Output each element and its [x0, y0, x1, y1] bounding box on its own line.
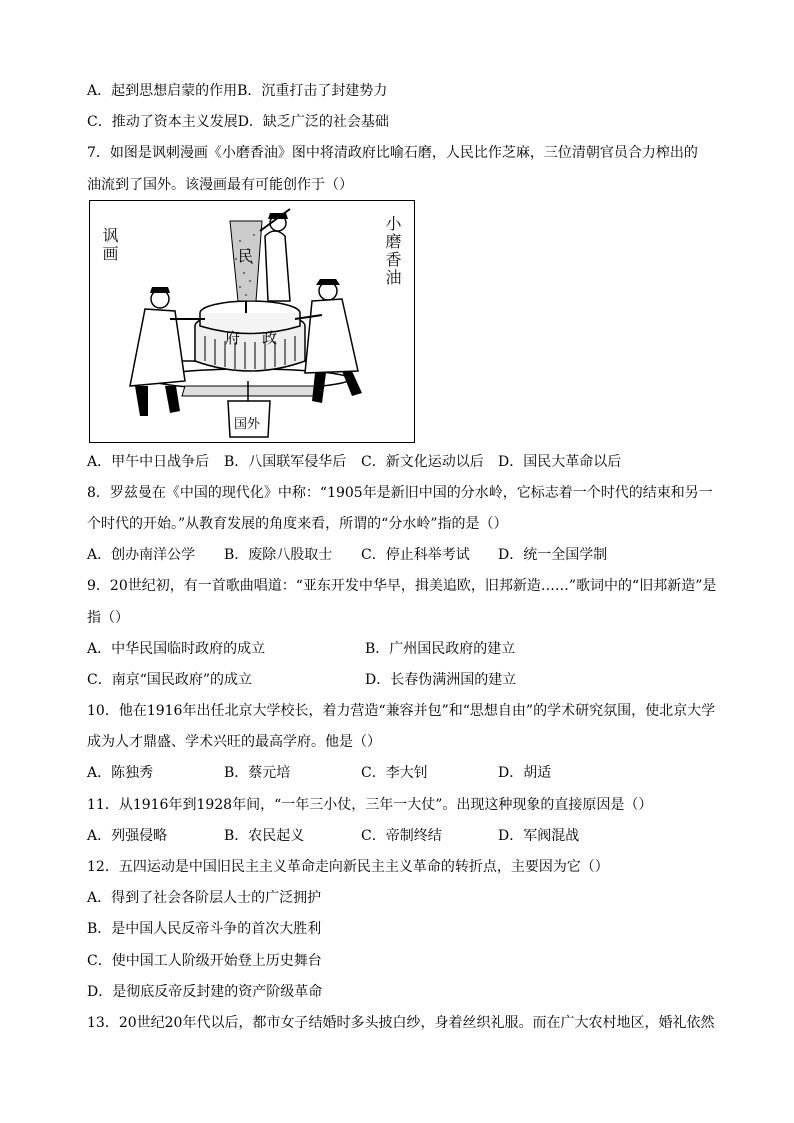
q10-option-d[interactable]: D．胡适 — [498, 765, 552, 782]
q9-options-row-1 — [87, 638, 712, 669]
q9-options-row-2 — [87, 669, 712, 700]
q11-options — [87, 825, 712, 856]
q8-option-b[interactable]: B．废除八股取士 — [224, 547, 333, 564]
cartoon-drawing — [90, 201, 413, 441]
q9-option-b[interactable]: B．广州国民政府的建立 — [365, 640, 516, 657]
q12-option-a[interactable]: A．得到了社会各阶层人士的广泛拥护 — [87, 890, 322, 907]
q8-option-a[interactable]: A．创办南洋公学 — [87, 547, 196, 564]
q7-option-c[interactable]: C．新文化运动以后 — [361, 453, 484, 470]
q10-stem-line-2: 成为人才鼎盛、学术兴旺的最高学府。他是（） — [87, 734, 381, 751]
cartoon-title-left: 讽画 — [100, 226, 119, 263]
q10-options — [87, 762, 712, 793]
cartoon-label-foreign: 国外 — [234, 416, 261, 432]
q9-stem-line-2: 指（） — [87, 609, 129, 626]
q12-option-c[interactable]: C．使中国工人阶级开始登上历史舞台 — [87, 952, 322, 969]
q13-stem-line-1: 13．20世纪20年代以后，都市女子结婚时多头披白纱，身着丝织礼服。而在广大农村地区，婚礼依然 — [87, 1014, 715, 1031]
q12-stem-line-1: 12．五四运动是中国旧民主主义革命走向新民主主义革命的转折点，主要因为它（） — [87, 859, 609, 875]
q9-option-d[interactable]: D．长春伪满洲国的建立 — [365, 671, 517, 688]
cartoon-title-right: 小磨香油 — [383, 214, 402, 287]
q9-option-c[interactable]: C．南京“国民政府”的成立 — [87, 671, 253, 688]
q12-option-d[interactable]: D．是彻底反帝反封建的资产阶级革命 — [87, 983, 323, 1000]
q10-option-b[interactable]: B．蔡元培 — [224, 765, 291, 782]
q8-option-c[interactable]: C．停止科举考试 — [361, 547, 470, 564]
q8-stem-line-1: 8．罗兹曼在《中国的现代化》中称：“1905年是新旧中国的分水岭，它标志着一个时代的结束和另一 — [87, 484, 713, 501]
cartoon-figure — [89, 200, 415, 443]
q12-option-b[interactable]: B．是中国人民反帝斗争的首次大胜利 — [87, 921, 322, 938]
q11-option-a[interactable]: A．列强侵略 — [87, 827, 168, 844]
q6-options-line-1: A．起到思想启蒙的作用B．沉重打击了封建势力 — [87, 83, 388, 99]
q7-stem-line-1: 7．如图是讽刺漫画《小磨香油》图中将清政府比喻石磨，人民比作芝麻，三位清朝官员合力榨出的 — [87, 145, 698, 162]
q6-options-line-2: C．推动了资本主义发展D．缺乏广泛的社会基础 — [87, 114, 389, 131]
q11-option-c[interactable]: C．帝制终结 — [361, 827, 442, 844]
cartoon-label-people: 民 — [238, 246, 254, 265]
q7-option-d[interactable]: D．国民大革命以后 — [498, 453, 622, 470]
exam-page — [87, 80, 717, 1043]
cartoon-label-govt-1: 府 — [225, 328, 241, 347]
q10-option-a[interactable]: A．陈独秀 — [87, 765, 154, 782]
q8-stem-line-2: 个时代的开始。”从教育发展的角度来看，所谓的“分水岭”指的是（） — [87, 515, 508, 532]
q7-option-b[interactable]: B．八国联军侵华后 — [224, 453, 347, 470]
q9-option-a[interactable]: A．中华民国临时政府的成立 — [87, 640, 266, 657]
q11-option-b[interactable]: B．农民起义 — [224, 827, 305, 844]
q7-stem-line-2: 油流到了国外。该漫画最有可能创作于（） — [87, 176, 353, 193]
q9-stem-line-1: 9．20世纪初，有一首歌曲唱道：“亚东开发中华早，揖美追欧，旧邦新造……”歌词中的“旧邦新造”是 — [87, 578, 717, 595]
q11-option-d[interactable]: D．军阀混战 — [498, 827, 580, 844]
q7-option-a[interactable]: A．甲午中日战争后 — [87, 453, 210, 470]
q8-option-d[interactable]: D．统一全国学制 — [498, 547, 608, 564]
q8-options — [87, 544, 712, 575]
q11-stem-line-1: 11．从1916年到1928年间，“一年三小仗，三年一大仗”。出现这种现象的直接原因是（） — [87, 796, 653, 813]
cartoon-label-govt-2: 政 — [262, 328, 278, 347]
q10-stem-line-1: 10．他在1916年出任北京大学校长，着力营造“兼容并包”和“思想自由”的学术研究氛围，使北京大学 — [87, 703, 716, 720]
q10-option-c[interactable]: C．李大钊 — [361, 765, 428, 782]
q7-options — [87, 451, 712, 482]
